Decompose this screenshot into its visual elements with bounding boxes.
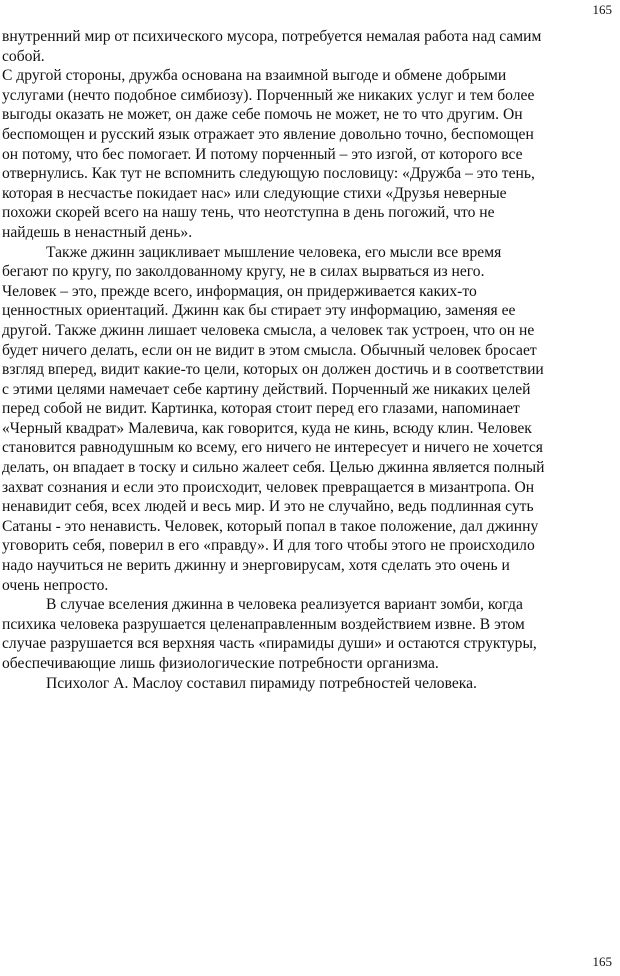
text-line: становится равнодушным ко всему, его ничего не интересует и ничего не хочется bbox=[2, 439, 543, 457]
text-line: С другой стороны, дружба основана на взаимной выгоде и обмене добрыми bbox=[2, 67, 507, 85]
text-line: отвернулись. Как тут не вспомнить следующую пословицу: «Дружба – это тень, bbox=[2, 165, 535, 183]
text-line: другой. Также джинн лишает человека смысла, а человек так устроен, что он не bbox=[2, 321, 535, 339]
text-line: Психолог А. Маслоу составил пирамиду потребностей человека. bbox=[46, 674, 477, 692]
text-line: перед собой не видит. Картинка, которая стоит перед его глазами, напоминает bbox=[2, 400, 520, 418]
text-line: с этими целями намечает себе картину действий. Порченный же никаких целей bbox=[2, 380, 531, 398]
text-line: Также джинн зацикливает мышление человека, его мысли все время bbox=[46, 243, 502, 261]
text-line: беспомощен и русский язык отражает это явление довольно точно, беспомощен bbox=[2, 125, 534, 143]
text-line: будет ничего делать, если он не видит в этом смысла. Обычный человек бросает bbox=[2, 341, 537, 359]
text-line: ненавидит себя, всех людей и весь мир. И это не случайно, ведь подлинная суть bbox=[2, 498, 534, 516]
text-line: ценностных ориентаций. Джинн как бы стирает эту информацию, заменяя ее bbox=[2, 302, 516, 320]
text-line: услугами (нечто подобное симбиозу). Порченный же никаких услуг и тем более bbox=[2, 86, 535, 104]
text-line: случае разрушается вся верхняя часть «пирамиды души» и остаются структуры, bbox=[2, 635, 537, 653]
text-line: собой. bbox=[2, 47, 45, 65]
paragraph bbox=[2, 595, 612, 673]
text-line: выгоды оказать не может, он даже себе помочь не может, не то что другим. Он bbox=[2, 106, 523, 124]
text-line: похожи скорей всего на нашу тень, что неотступна в день погожий, что не bbox=[2, 204, 495, 222]
text-line: захват сознания и если это происходит, человек превращается в мизантропа. Он bbox=[2, 478, 535, 496]
text-line: которая в несчастье покидает нас» или следующие стихи «Друзья неверные bbox=[2, 184, 507, 202]
text-line: он потому, что бес помогает. И потому порченный – это изгой, от которого все bbox=[2, 145, 523, 163]
text-line: бегают по кругу, по заколдованному кругу, не в силах вырваться из него. bbox=[2, 263, 485, 281]
text-line: В случае вселения джинна в человека реализуется вариант зомби, когда bbox=[46, 596, 523, 614]
text-line: уговорить себя, поверил в его «правду». И для того чтобы этого не происходило bbox=[2, 537, 535, 555]
text-line: очень непросто. bbox=[2, 576, 109, 594]
text-line: «Черный квадрат» Малевича, как говорится, куда не кинь, всюду клин. Человек bbox=[2, 419, 532, 437]
paragraph bbox=[2, 27, 612, 66]
page-number-top: 165 bbox=[592, 2, 612, 17]
text-line: психика человека разрушается целенаправленным воздействием извне. В этом bbox=[2, 615, 525, 633]
paragraph bbox=[2, 674, 612, 694]
text-line: взгляд вперед, видит какие-то цели, которых он должен достичь и в соответствии bbox=[2, 361, 544, 379]
text-line: найдешь в ненастный день». bbox=[2, 223, 193, 241]
text-line: надо научиться не верить джинну и энерговирусам, хотя сделать это очень и bbox=[2, 557, 510, 575]
paragraph bbox=[2, 243, 612, 596]
body-text bbox=[2, 27, 612, 693]
text-line: обеспечивающие лишь физиологические потребности организма. bbox=[2, 655, 439, 672]
paragraph bbox=[2, 66, 612, 242]
text-line: Человек – это, прежде всего, информация, он придерживается каких-то bbox=[2, 282, 477, 300]
text-line: внутренний мир от психического мусора, потребуется немалая работа над самим bbox=[2, 28, 542, 45]
text-line: Сатаны - это ненависть. Человек, который попал в такое положение, дал джинну bbox=[2, 517, 539, 535]
page-number-bottom: 165 bbox=[592, 954, 612, 969]
text-line: делать, он впадает в тоску и сильно жалеет себя. Целью джинна является полный bbox=[2, 459, 545, 477]
